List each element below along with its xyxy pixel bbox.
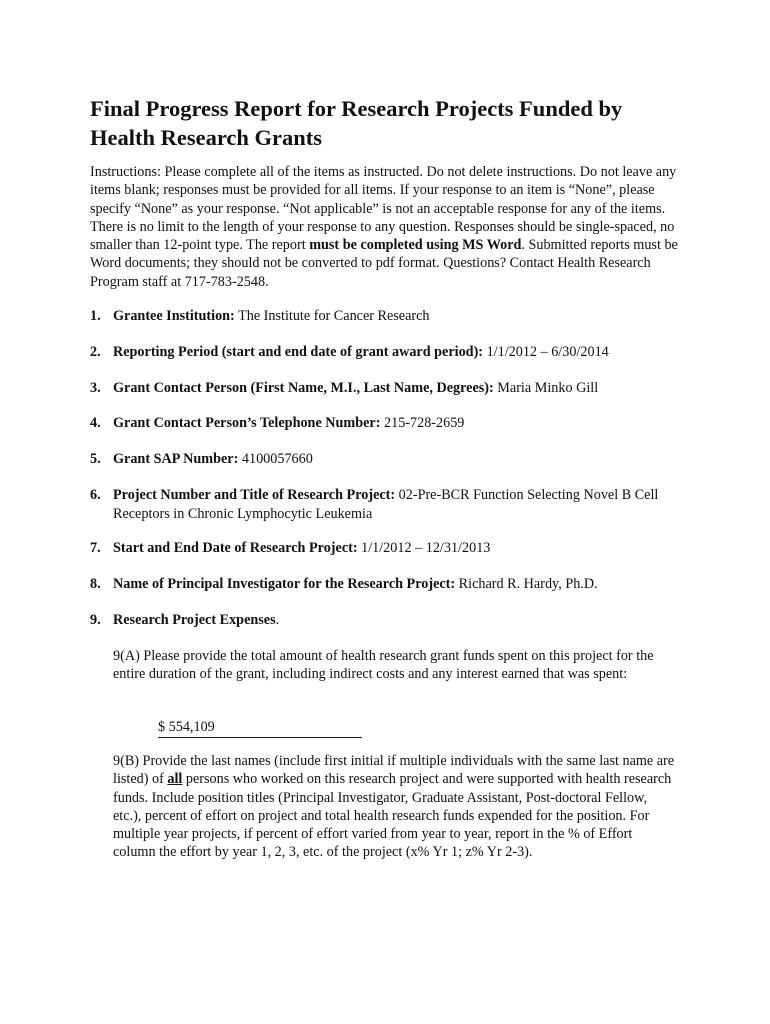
item-label: Grant Contact Person (First Name, M.I., Last Name, Degrees): [113, 380, 494, 396]
instructions-emphasis: must be completed using MS Word [309, 237, 522, 254]
item-project-title [90, 486, 685, 523]
item-label: Grant Contact Person’s Telephone Number: [113, 415, 381, 431]
document-title: Final Progress Report for Research Projects Funded by Health Research Grants [90, 96, 623, 150]
item-value: . [275, 612, 280, 628]
item-number: 5. [90, 451, 101, 467]
item-number: 8. [90, 576, 101, 592]
section-9b-text-end: persons who worked on this research project and were supported with health research funds. Include position titles (Principal Investigator, Graduate Assistant, Post-doctoral Fellow, etc.), percent of effort on project and total health research funds expended for the position. For multiple year projects, if percent of effort varied from year to year, report in the % of Effort column the effort by year 1, 2, 3, etc. of the project (x% Yr 1; z% Yr 2-3). [113, 771, 672, 861]
item-label: Name of Principal Investigator for the Research Project: [113, 576, 456, 592]
item-value: 1/1/2012 – 6/30/2014 [483, 344, 609, 360]
item-label: Research Project Expenses [113, 612, 276, 628]
item-value: 02-Pre-BCR Function Selecting Novel B Cell Receptors in Chronic Lymphocytic Leukemia [113, 487, 659, 522]
instructions-paragraph [90, 163, 680, 291]
item-contact-phone [90, 414, 685, 433]
item-label: Reporting Period (start and end date of grant award period): [113, 344, 484, 360]
instructions-text: Instructions: Please complete all of the items as instructed. Do not delete instructions. Do not leave any items blank; responses must be provided for all items. If your response to an item is “None”, please specify “None” as your response. “Not applicable” is not an acceptable response for any of the items. There is no limit to the length of your response to any question. Responses should be single-spaced, no smaller than 12-point type. The report [90, 164, 677, 254]
section-9b-text-start: 9(B) Provide the last names (include first initial if multiple individuals with the same last name are listed) of [113, 753, 675, 788]
item-contact-person [90, 379, 685, 398]
item-label: Grant SAP Number: [113, 451, 239, 467]
item-label: Project Number and Title of Research Project: [113, 487, 396, 503]
item-value: 4100057660 [238, 451, 313, 467]
item-value: The Institute for Cancer Research [234, 308, 430, 324]
item-number: 1. [90, 308, 101, 324]
item-number: 7. [90, 540, 101, 556]
item-number: 2. [90, 344, 101, 360]
item-number: 3. [90, 380, 101, 396]
item-value: Maria Minko Gill [493, 380, 599, 396]
item-project-expenses [90, 611, 685, 630]
section-9a-text: 9(A) Please provide the total amount of health research grant funds spent on this project for the entire duration of the grant, including indirect costs and any interest earned that was spent: [113, 648, 654, 683]
instructions-text-end: . Submitted reports must be Word documents; they should not be converted to pdf format. Questions? Contact Health Research Program staff at 717-783-2548. [90, 237, 678, 290]
item-label: Start and End Date of Research Project: [113, 540, 358, 556]
item-reporting-period [90, 343, 685, 362]
item-label: Grantee Institution: [113, 308, 235, 324]
item-principal-investigator [90, 575, 685, 594]
section-9b-text [113, 752, 678, 862]
total-funds-amount-field[interactable]: $ 554,109 [158, 718, 362, 738]
item-grant-sap-number [90, 450, 685, 469]
item-grantee-institution [90, 307, 685, 326]
item-value: Richard R. Hardy, Ph.D. [455, 576, 598, 592]
item-number: 9. [90, 612, 101, 628]
item-number: 6. [90, 487, 101, 503]
item-value: 1/1/2012 – 12/31/2013 [357, 540, 491, 556]
item-number: 4. [90, 415, 101, 431]
item-project-dates [90, 539, 685, 558]
section-9b-emphasis: all [167, 771, 183, 788]
item-value: 215-728-2659 [380, 415, 465, 431]
